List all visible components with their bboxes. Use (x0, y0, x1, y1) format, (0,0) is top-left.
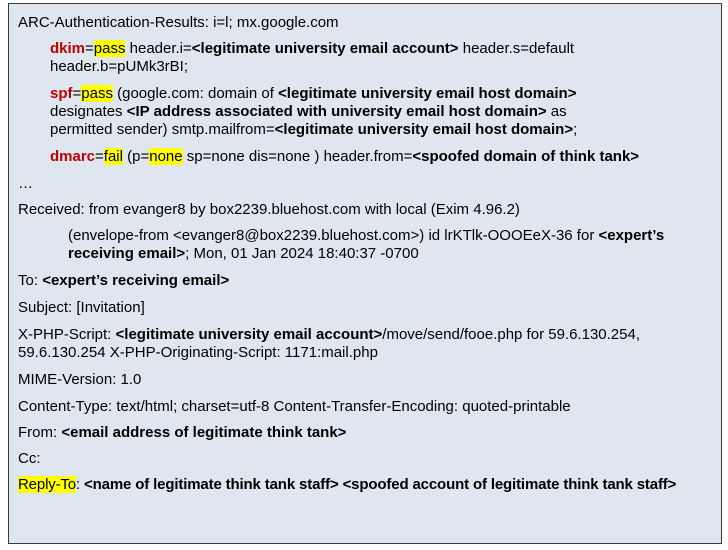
ellipsis: … (18, 175, 33, 192)
spf-line-3 (50, 121, 577, 139)
to-line (18, 272, 229, 290)
received-date: ; Mon, 01 Jan 2024 18:40:37 -0700 (185, 245, 419, 262)
reply-to-value: <name of legitimate think tank staff> <spoofed account of legitimate think tank staff> (84, 476, 677, 493)
dkim-text2: header.s=default (458, 40, 575, 57)
arc-header: ARC-Authentication-Results: i=l; mx.google.com (18, 14, 339, 31)
spf-domain: <legitimate university email host domain> (278, 85, 577, 102)
received-line-3 (68, 245, 419, 263)
xphp-path: /move/send/fooe.php for 59.6.130.254, (382, 326, 640, 343)
dkim-line-2: header.b=pUMk3rBI; (50, 58, 188, 75)
received-envelope: (envelope-from <evanger8@box2239.bluehost.com>) id lrKTlk-OOOEeX-36 for (68, 227, 599, 244)
cc-line: Cc: (18, 450, 41, 467)
dkim-line (50, 40, 574, 58)
spf-line3-text: permitted sender) smtp.mailfrom= (50, 121, 275, 138)
xphp-label: X-PHP-Script: (18, 326, 116, 343)
spf-line3-end: ; (573, 121, 578, 138)
to-value: <expert’s receiving email> (42, 272, 230, 289)
dmarc-text1: (p= (122, 148, 150, 165)
dkim-text1: header.i= (125, 40, 192, 57)
dkim-result: pass (93, 40, 126, 57)
received-recipient: <expert’s (598, 227, 665, 244)
dmarc-eq: = (95, 148, 104, 165)
dmarc-text2: sp=none dis=none ) header.from= (182, 148, 413, 165)
dkim-eq: = (85, 40, 94, 57)
subject-line: Subject: [Invitation] (18, 299, 145, 316)
xphp-line-2: 59.6.130.254 X-PHP-Originating-Script: 1171:mail.php (18, 344, 378, 361)
received-line-2 (68, 227, 664, 245)
dmarc-from: <spoofed domain of think tank> (412, 148, 640, 165)
spf-result: pass (81, 85, 113, 102)
spf-ip: <IP address associated with university email host domain> (126, 103, 547, 120)
spf-line2-text: designates (50, 103, 127, 120)
to-label: To: (18, 272, 43, 289)
spf-line2-end: as (546, 103, 567, 120)
dmarc-result: fail (103, 148, 123, 165)
reply-to-colon: : (76, 476, 85, 493)
spf-line (50, 85, 576, 103)
from-label: From: (18, 424, 62, 441)
content-type-line: Content-Type: text/html; charset=utf-8 Content-Transfer-Encoding: quoted-printable (18, 398, 571, 415)
received-line: Received: from evanger8 by box2239.bluehost.com with local (Exim 4.96.2) (18, 201, 520, 218)
spf-eq: = (72, 85, 82, 102)
xphp-account: <legitimate university email account> (115, 326, 383, 343)
mime-line: MIME-Version: 1.0 (18, 371, 142, 388)
spf-line-2 (50, 103, 567, 121)
dmarc-policy: none (149, 148, 183, 165)
spf-text1: (google.com: domain of (112, 85, 279, 102)
spf-mailfrom: <legitimate university email host domain> (274, 121, 574, 138)
dmarc-key: dmarc (50, 148, 96, 165)
dkim-key: dkim (50, 40, 86, 57)
xphp-line (18, 326, 640, 344)
from-line (18, 424, 346, 442)
spf-key: spf (50, 85, 73, 102)
received-recipient-2: receiving email> (68, 245, 186, 262)
reply-to-label: Reply-To (18, 476, 76, 493)
dkim-account: <legitimate university email account> (191, 40, 459, 57)
from-value: <email address of legitimate think tank> (61, 424, 347, 441)
dmarc-line (50, 148, 639, 166)
reply-to-line (18, 476, 676, 494)
